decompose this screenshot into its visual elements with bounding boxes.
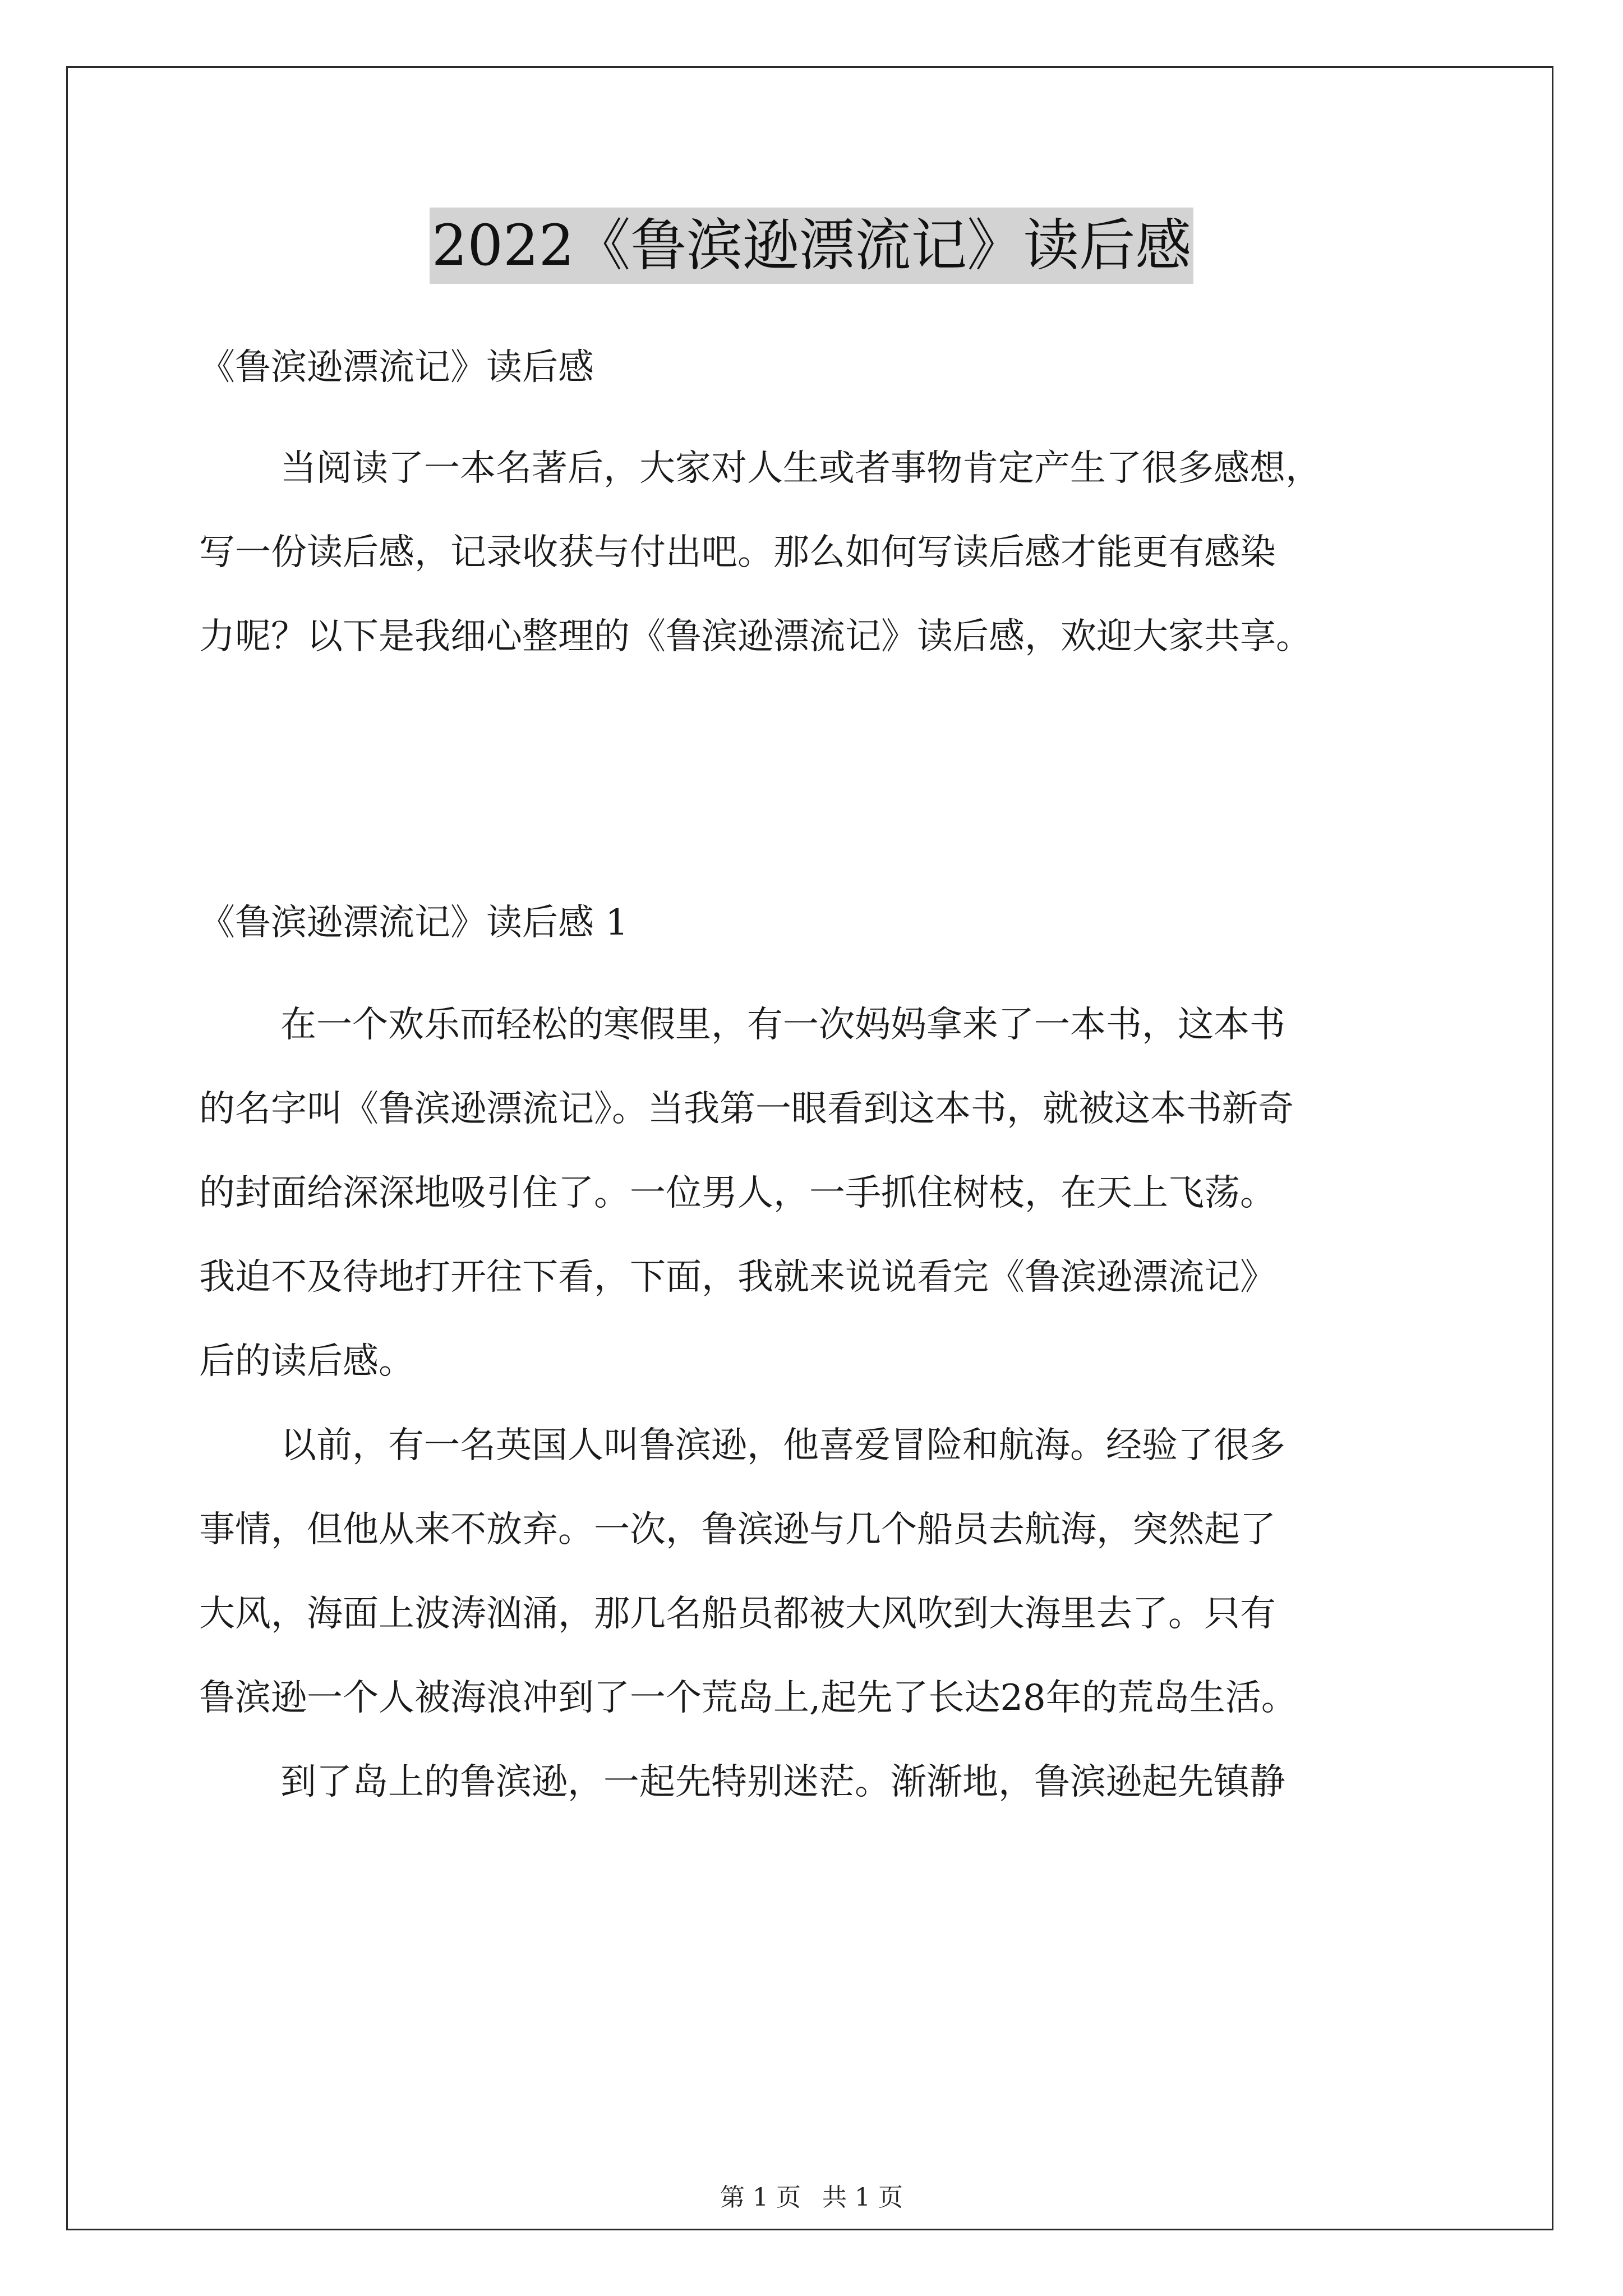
page-footer: [0, 2181, 1623, 2215]
intro-heading-block: [199, 325, 1427, 409]
paragraph-line: 我迫不及待地打开往下看，下面，我就来说说看完《鲁滨逊漂流记》: [199, 1257, 1276, 1298]
paragraph-line: 后的读后感。: [199, 1341, 414, 1382]
paragraph-line: 的名字叫《鲁滨逊漂流记》。当我第一眼看到这本书，就被这本书新奇: [199, 1088, 1294, 1130]
paragraph-line: 的封面给深深地吸引住了。一位男人，一手抓住树枝，在天上飞荡。: [199, 1172, 1276, 1214]
title-container: [0, 208, 1623, 284]
section-heading: 《鲁滨逊漂流记》读后感 1: [199, 902, 629, 944]
paragraph-line: 力呢？以下是我细心整理的《鲁滨逊漂流记》读后感，欢迎大家共享。: [199, 616, 1312, 657]
body-paragraph-3: [199, 1740, 1427, 1824]
paragraph-line: 到了岛上的鲁滨逊，一起先特别迷茫。渐渐地，鲁滨逊起先镇静: [280, 1761, 1285, 1803]
section-heading-block: [199, 881, 1427, 965]
paragraph-line: 以前，有一名英国人叫鲁滨逊，他喜爱冒险和航海。经验了很多: [280, 1425, 1285, 1466]
paragraph-line: 事情，但他从来不放弃。一次，鲁滨逊与几个船员去航海，突然起了: [199, 1509, 1276, 1550]
intro-paragraph: [199, 426, 1427, 679]
paragraph-line: 大风，海面上波涛汹涌，那几名船员都被大风吹到大海里去了。只有: [199, 1593, 1276, 1635]
paragraph-line: 在一个欢乐而轻松的寒假里，有一次妈妈拿来了一本书，这本书: [280, 1004, 1285, 1046]
paragraph-line: 当阅读了一本名著后，大家对人生或者事物肯定产生了很多感想，: [280, 448, 1321, 489]
paragraph-line: 鲁滨逊一个人被海浪冲到了一个荒岛上,起先了长达28年的荒岛生活。: [199, 1677, 1297, 1719]
body-paragraph-2: [199, 1404, 1427, 1740]
document-title: 2022《鲁滨逊漂流记》读后感: [430, 208, 1194, 284]
intro-heading: 《鲁滨逊漂流记》读后感: [199, 347, 594, 388]
body-paragraph-1: [199, 983, 1427, 1404]
page-total: 共 1 页: [822, 2183, 903, 2212]
paragraph-line: 写一份读后感，记录收获与付出吧。那么如何写读后感才能更有感染: [199, 532, 1276, 573]
page-number: 第 1 页: [720, 2183, 801, 2212]
